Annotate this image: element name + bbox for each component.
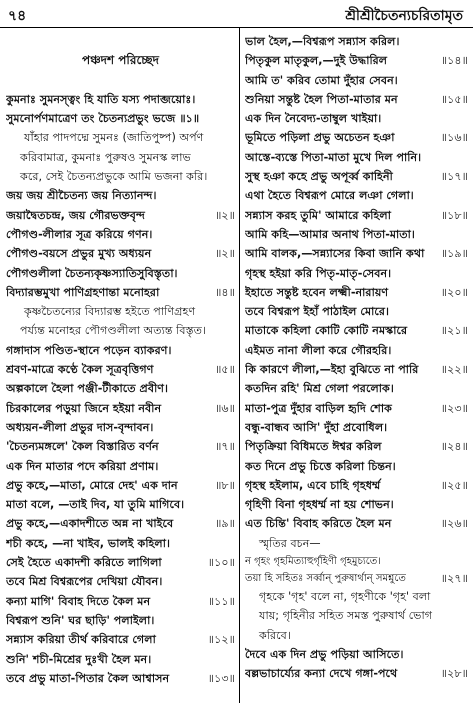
verse-text: ভূমিতে পড়িলা প্রভু অচেতন হঞা (245, 131, 395, 145)
verse-line (245, 283, 468, 302)
verse-text: পৌগণ্ডলীলা চৈতন্যকৃষ্ণস্যাতিসুবিস্তৃতা। (6, 266, 178, 280)
verse-text: আস্তে-ব্যস্তে পিতা-মাতা মুখে দিল পানি। (245, 150, 422, 164)
verse-line (6, 650, 235, 669)
verse-line (6, 379, 235, 398)
verse-line (6, 630, 235, 649)
verse-text: আমি বালক,—সন্ন্যাসের কিবা জানি কথা (245, 247, 425, 261)
verse-line (6, 128, 235, 147)
verse-text: পর্য্যন্ত মনোহর পৌগণ্ডলীলা অত্যন্ত বিস্তৃত। (20, 324, 207, 338)
verse-line (6, 244, 235, 263)
verse-line (6, 534, 235, 553)
verse-line (245, 570, 468, 587)
verse-number: ॥৪॥ (215, 285, 235, 299)
verse-text: গৃহস্থ হইলাম, এবে চাহি গৃহধর্ম্ম (245, 478, 381, 492)
verse-number: ॥৬॥ (215, 401, 235, 415)
verse-text: প্রভু কহে,—মাতা, মোরে দেহ' এক দান (6, 478, 178, 492)
verse-line (245, 664, 468, 683)
verse-text: পিতৃকুল মাতৃকুল,—দুই উদ্ধারিল (245, 54, 388, 68)
verse-number: ॥২৮॥ (440, 667, 468, 681)
header-rule (0, 27, 473, 28)
verse-line (6, 457, 235, 476)
verse-line (6, 206, 235, 225)
verse-text: তবে প্রভু মাতা-পিতার কৈল আশ্বাসন (6, 671, 170, 685)
verse-line (245, 186, 468, 205)
verse-text: আমি ত' করিব তোমা দুঁহার সেবন। (245, 73, 398, 87)
verse-text: 'চৈতন্যমঙ্গলে' কৈল বিস্তারিত বর্ণন (6, 440, 159, 454)
verse-line (245, 90, 468, 109)
verse-number: ॥১৫॥ (440, 92, 468, 106)
verse-line (6, 167, 235, 186)
verse-text: যায়; গৃহিনীর সহিত সমস্ত পুরুষার্থ ভোগ (259, 609, 433, 623)
verse-text: এইমত নানা লীলা করে গৌরহরি। (245, 343, 392, 357)
verse-text: এক দিন মাতার পদে করিয়া প্রণাম। (6, 459, 159, 473)
verse-number: ॥২৪॥ (440, 440, 468, 454)
verse-text: কৃষ্ণচৈতন্যের বিদ্যারম্ভ হইতে পাণিগ্রহণ (24, 305, 196, 319)
verse-text: এক দিন নৈবেদ্য-তাম্বুল খাইয়া। (245, 112, 382, 126)
verse-line (245, 341, 468, 360)
verse-number: ॥৭॥ (215, 440, 235, 454)
verse-line (245, 71, 468, 90)
verse-line (6, 321, 235, 340)
verse-line (245, 418, 468, 437)
verse-number: ॥২৫॥ (440, 478, 468, 492)
verse-line (245, 626, 468, 645)
verse-line (6, 553, 235, 572)
verse-text: অধ্যয়ন-লীলা প্রভুর দাস-বৃন্দাবন। (6, 420, 154, 434)
verse-number: ॥২১॥ (440, 324, 468, 338)
verse-text: করে, সেই চৈতন্যপ্রভুকে আমি ভজনা করি। (20, 170, 208, 184)
verse-line (245, 32, 468, 51)
verse-text: তবে মিশ্র বিশ্বরূপের দেখিয়া যৌবন। (6, 575, 163, 589)
verse-line (6, 418, 235, 437)
verse-text: তবে বিশ্বরূপ ইহাঁ পাঠাইল মোরে। (245, 305, 390, 319)
verse-line (245, 437, 468, 456)
verse-text: প্রভু কহে,—একাদশীতে অন্ন না খাইবে (6, 517, 174, 531)
verse-line (245, 302, 468, 321)
verse-line (6, 495, 235, 514)
verse-text: তয়া হি সহিতঃ সর্ব্বান্ পুরুষার্থান্ সমশ্নুতে (245, 573, 406, 585)
verse-line (6, 186, 235, 205)
verse-text: জয় জয় শ্রীচৈতন্য জয় নিত্যানন্দ। (6, 189, 157, 203)
verse-number: ॥১৭॥ (440, 170, 468, 184)
verse-line (245, 109, 468, 128)
verse-line (6, 476, 235, 495)
verse-text: জয়াদ্বৈতচন্দ্র, জয় গৌরভক্তবৃন্দ (6, 208, 145, 222)
verse-text: পঞ্চদশ পরিচ্ছেদ (82, 53, 159, 68)
verse-line (245, 457, 468, 476)
verse-number: ॥১৩॥ (207, 671, 235, 685)
verse-text: মাতা-পুত্র দুঁহার বাড়িল হৃদি শোক (245, 401, 392, 415)
verse-line (245, 264, 468, 283)
verse-line (245, 476, 468, 495)
verse-text: সন্ন্যাস করহ তুমি' আমারে কহিলা (245, 208, 391, 222)
verse-text: বল্লভাচার্য্যের কন্যা দেখে গঙ্গা-পথে (245, 667, 398, 681)
verse-line (245, 206, 468, 225)
verse-text: পৌগণ্ড-লীলার সূত্র করিয়ে গণন। (6, 227, 153, 241)
verse-line (245, 51, 468, 70)
verse-number: ॥২০॥ (440, 285, 468, 299)
verse-line (245, 128, 468, 147)
verse-text: এত চিন্তি' বিবাহ করিতে হৈল মন (245, 517, 392, 531)
verse-text: কন্যা মাগি' বিবাহ দিতে কৈল মন (6, 594, 151, 608)
verse-number: ॥২৬॥ (440, 517, 468, 531)
verse-number: ॥৯॥ (215, 517, 235, 531)
verse-line (6, 611, 235, 630)
verse-text: গৃহস্থ হইয়া করি পিতৃ-মাতৃ-সেবন। (245, 266, 392, 280)
column-divider (239, 28, 240, 703)
verse-text: মাতা বলে, —তাই দিব, যা তুমি মাগিবে। (6, 498, 185, 512)
verse-text: গৃহকে 'গৃহ' বলে না, গৃহণীকে 'গৃহ' বলা (259, 590, 431, 604)
verse-line (6, 514, 235, 533)
verse-text: চিরকালের পড়ুয়া জিনে হইয়া নবীন (6, 401, 162, 415)
verse-text: বন্ধু-বান্ধব আসি' দুঁহা প্রবোধিল। (245, 420, 388, 434)
verse-line (245, 534, 468, 553)
verse-line (245, 321, 468, 340)
verse-line (245, 587, 468, 606)
verse-number: ॥১১॥ (207, 594, 235, 608)
verse-line (245, 606, 468, 625)
chapter-heading (6, 51, 235, 70)
right-column (245, 32, 468, 684)
verse-text: গৃহিণী বিনা গৃহধর্ম্ম না হয় শোভন। (245, 498, 394, 512)
verse-number: ॥২॥ (215, 247, 235, 261)
verse-line (245, 379, 468, 398)
verse-text: শচী কহে, —না খাইব, ভালই কহিলা। (6, 536, 170, 550)
chapter-heading (6, 32, 235, 51)
verse-line (6, 360, 235, 379)
verse-number: ॥৫॥ (215, 363, 235, 377)
verse-text: আমি কহি—আমার অনাথ পিতা-মাতা। (245, 227, 415, 241)
verse-number: ॥২॥ (215, 208, 235, 222)
verse-line (6, 225, 235, 244)
verse-text: কুমনাঃ সুমনস্ত্বং হি যাতি যস্য পদাব্জয়োঃ। (6, 92, 196, 106)
verse-text: অল্পকালে হৈলা পঞ্জী-টীকাতে প্রবীণ। (6, 382, 169, 396)
verse-number: ॥১৪॥ (440, 54, 468, 68)
verse-text: সন্ন্যাস করিয়া তীর্থ করিবারে গেলা (6, 633, 156, 647)
verse-text: সেই হৈতে একাদশী করিতে লাগিলা (6, 556, 162, 570)
verse-line (6, 283, 235, 302)
verse-line (6, 399, 235, 418)
verse-text: গঙ্গাদাস পণ্ডিত-স্থানে পড়েন ব্যাকরণ। (6, 343, 172, 357)
verse-text: ইহাতে সন্তুষ্ট হবেন লক্ষ্মী-নারায়ণ (245, 285, 389, 299)
verse-line (6, 572, 235, 591)
verse-line (245, 645, 468, 664)
verse-text: কি কারণে লীলা,—ইহা বুঝিতে না পারি (245, 363, 419, 377)
verse-text: শুনিয়া সন্তুষ্ট হৈল পিতা-মাতার মন (245, 92, 398, 106)
verse-line (245, 225, 468, 244)
verse-text: সুমনোর্পণমাত্রেণ তং চৈতন্যপ্রভুং ভজে ॥১॥ (6, 112, 200, 126)
verse-number: ॥১৯॥ (440, 247, 468, 261)
verse-line (245, 514, 468, 533)
verse-text: কতদিন রহি' মিশ্র গেলা পরলোক। (245, 382, 394, 396)
verse-text: পৌগণ্ড-বয়সে প্রভুর মুখ্য অধ্যয়ন (6, 247, 152, 261)
verse-text: বিশ্বরূপ শুনি' ঘর ছাড়ি' পলাইলা। (6, 613, 155, 627)
verse-text: পিতৃক্রিয়া বিধিমতে ঈশ্বর করিল (245, 440, 382, 454)
verse-text: বিদ্যারম্ভমুখা পাণিগ্রহণান্তা মনোহরা (6, 285, 160, 299)
verse-line (245, 360, 468, 379)
verse-number: ॥১৮॥ (440, 208, 468, 222)
verse-line (6, 437, 235, 456)
verse-number: ॥১২॥ (207, 633, 235, 647)
verse-number: ॥১০॥ (207, 556, 235, 570)
verse-text: সুস্থ হঞা কহে প্রভু অপূর্ব্ব কাহিনী (245, 170, 393, 184)
verse-line (245, 167, 468, 186)
verse-line (6, 90, 235, 109)
verse-text: স্মৃতির বচন— (259, 536, 321, 550)
verse-text: মাতাকে কহিলা কোটি কোটি নমস্কারে (245, 324, 408, 338)
verse-text: ন গৃহং গৃহমিত্যাহুর্গৃহিণী গৃহমুচ্যতে। (245, 556, 381, 568)
page-header (0, 0, 473, 30)
verse-number: ॥১৬॥ (440, 131, 468, 145)
verse-number: ॥২৩॥ (440, 401, 468, 415)
verse-line (245, 244, 468, 263)
left-column (6, 32, 235, 688)
verse-line (6, 669, 235, 688)
verse-line (6, 148, 235, 167)
verse-line (6, 109, 235, 128)
verse-text: এথা হৈতে বিশ্বরূপ মোরে লঞা গেলা। (245, 189, 414, 203)
verse-line (245, 148, 468, 167)
verse-text: দৈবে এক দিন প্রভু পড়িয়া আসিতে। (245, 647, 404, 661)
verse-text: শ্রবণ-মাত্রে কণ্ঠে কৈল সূত্রবৃত্তিগণ (6, 363, 154, 377)
verse-number: ॥৮॥ (215, 478, 235, 492)
verse-line (6, 302, 235, 321)
verse-text: করিবে। (259, 628, 291, 642)
verse-line (6, 71, 235, 90)
running-title: শ্রীশ্রীচৈতন্যচরিতামৃত (345, 8, 463, 24)
verse-line (6, 264, 235, 283)
verse-line (6, 592, 235, 611)
verse-line (245, 399, 468, 418)
verse-line (6, 341, 235, 360)
verse-text: ভাল হৈল,—বিশ্বরূপ সন্ন্যাস করিল। (245, 35, 400, 48)
page-number: ৭৪ (8, 8, 27, 24)
verse-text: করিবামাত্র, কুমনাঃ পুরুষও সুমনস্ক লাভ (20, 150, 191, 164)
verse-text: যাঁহার পাদপদ্মে সুমনঃ (জাতিপুষ্প) অর্পণ (24, 131, 204, 145)
verse-number: ॥২৭॥ (440, 572, 468, 586)
verse-number: ॥২২॥ (440, 363, 468, 377)
verse-line (245, 495, 468, 514)
verse-text: কত দিনে প্রভু চিত্তে করিলা চিন্তন। (245, 459, 396, 473)
verse-line (245, 553, 468, 570)
verse-text: শুনি' শচী-মিশ্রের দুঃখী হৈল মন। (6, 652, 152, 666)
